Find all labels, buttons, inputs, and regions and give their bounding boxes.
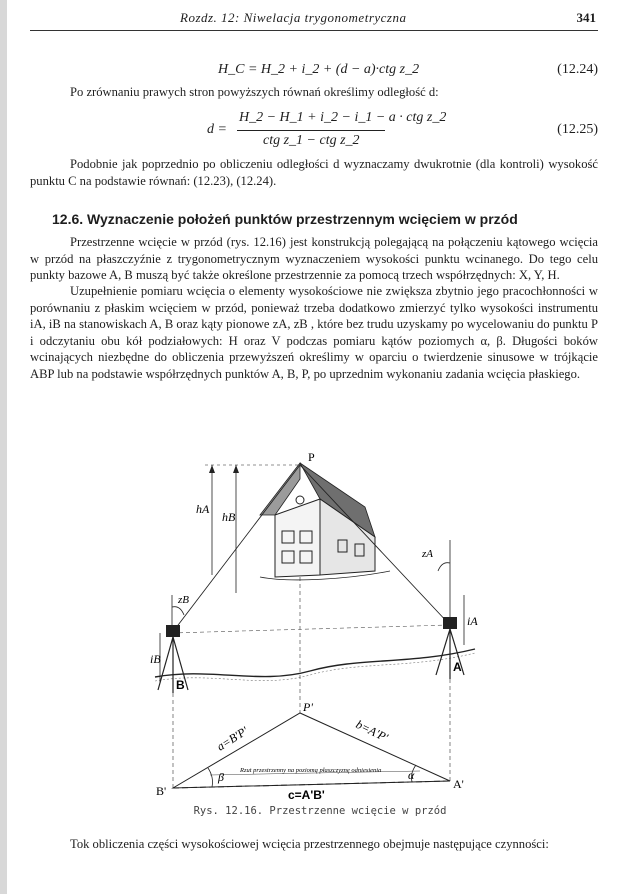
house-drawing	[260, 463, 390, 580]
label-P-prime: P'	[303, 700, 313, 714]
equation-12-25-numerator: H_2 − H_1 + i_2 − i_1 − a · ctg z_2	[239, 110, 447, 125]
running-title: Rozdz. 12: Niwelacja trygonometryczna	[180, 10, 407, 25]
equation-12-25-lhs: d =	[207, 122, 227, 137]
figure-caption: Rys. 12.16. Przestrzenne wcięcie w przód	[193, 805, 447, 817]
terrain-line	[155, 649, 475, 677]
paragraph-similar: Podobnie jak poprzednio po obliczeniu odległości d wyznaczamy dwukrotnie (dla kontroli) wysokość punktu C na podstawie równań: (12.23), (12.24).	[30, 157, 598, 188]
paragraph-procedure: Tok obliczenia części wysokościowej wcięcia przestrzennego obejmuje następujące czynności:	[70, 837, 549, 851]
equation-12-25-number: (12.25)	[557, 122, 598, 137]
equation-12-24: H_C = H_2 + i_2 + (d − a)·ctg z_2	[218, 62, 420, 77]
equation-12-25	[207, 110, 527, 154]
label-a-side: a=B'P'	[214, 723, 251, 754]
page-edge-shadow	[0, 0, 7, 894]
label-B-prime: B'	[156, 784, 167, 798]
paragraph-equate: Po zrównaniu prawych stron powyższych równań określimy odległość d:	[70, 85, 439, 99]
label-P: P	[308, 450, 315, 464]
label-hA: hA	[196, 502, 210, 516]
page-header	[30, 8, 598, 31]
figure-spatial-intersection	[150, 445, 480, 800]
label-A-station: A	[453, 660, 462, 674]
fraction-bar	[237, 130, 385, 131]
label-A-prime: A'	[453, 777, 464, 791]
paragraph-supplement: Uzupełnienie pomiaru wcięcia o elementy wysokościowe nie zwiększa zbytnio jego pracochłonności w porównaniu z płaskim wcięciem w przód, ponieważ trzeba dodatkowo zmierzyć tylko wysokości instrumentu iA, iB na stanowiskach A, B oraz kąty pionowe zA, zB , które bez trudu uzyskamy po wycelowaniu do punktu P i odczytaniu obu kół podziałowych: H oraz V podczas pomiaru kątów poziomych α, β. Długości boków wcinających niezbędne do obliczenia przewyższeń określimy w oparciu o twierdzenie sinusowe w trójkącie ABP lub na podstawie współrzędnych punktów A, B, P, po uprzednim wykonaniu zadania wcięcia płaskiego.	[30, 284, 598, 381]
equation-12-24-number: (12.24)	[557, 62, 598, 77]
page-number: 341	[576, 10, 596, 25]
label-hB: hB	[222, 510, 236, 524]
equation-12-25-denominator: ctg z_1 − ctg z_2	[263, 133, 360, 148]
label-B-station: B	[176, 678, 185, 692]
label-beta: β	[218, 770, 224, 784]
label-b-side: b=A'P'	[353, 717, 391, 745]
label-zA: zA	[422, 548, 433, 560]
horizontal-sight	[172, 625, 450, 633]
label-plane-note: Rzut przestrzenny na poziomą płaszczyznę odniesienia	[240, 767, 382, 774]
label-alpha: α	[408, 768, 415, 782]
label-iA: iA	[467, 614, 478, 628]
label-c-side: c=A'B'	[288, 788, 325, 800]
label-iB: iB	[150, 652, 161, 666]
paragraph-intro: Przestrzenne wcięcie w przód (rys. 12.16) jest konstrukcją polegającą na połączeniu kątowego wcięcia w przód na płaszczyźnie z trygonometrycznym wyznaczeniem wysokości punktu wcinanego. Do tego celu punkty bazowe A, B muszą być także określone przestrzennie za pomocą trzech współrzędnych: X, Y, H.	[30, 235, 598, 282]
section-heading: 12.6. Wyznaczenie położeń punktów przestrzennym wcięciem w przód	[52, 211, 518, 227]
label-zB: zB	[178, 594, 189, 606]
